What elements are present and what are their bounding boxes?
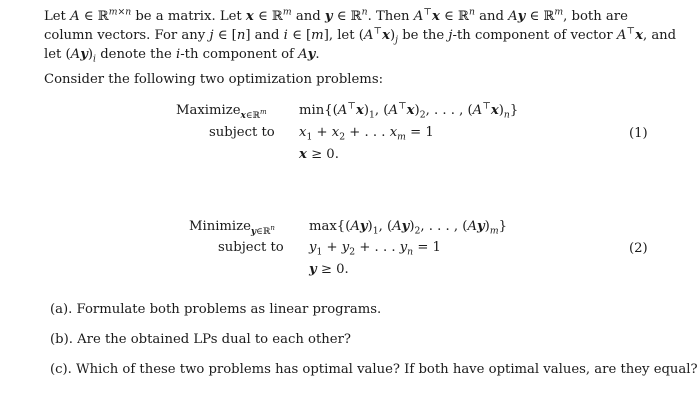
intro-line-3: let $(Ay)_i$ denote the i-th component of Ay. (44, 47, 320, 65)
problem2-constraint-1: $y_1 + y_2$ + . . . $y_n = 1$ (309, 240, 441, 258)
problem1-constraint-1: $x_1 + x_2$ + . . . $x_m = 1$ (299, 125, 434, 143)
consider-text: Consider the following two optimization problems: (44, 72, 384, 87)
problem1-subject-to: subject to (209, 125, 275, 140)
problem2-objective: $\max\{(Ay)_1$, $(Ay)_2$, . . . , $(Ay)_m$} (309, 219, 507, 237)
problem2-subject-to: subject to (218, 240, 284, 255)
problem2-constraint-2: y ≥ 0. (309, 262, 349, 277)
problem1-objective-label: Maximize$_{x\in ℝ^m}$ (176, 103, 267, 121)
question-a: (a). Formulate both problems as linear programs. (50, 302, 382, 317)
problem2-objective-label: Minimize$_{y\in ℝ^n}$ (189, 219, 275, 237)
problem1-objective: $\min\{(A^⊤x)_1$, $(A^⊤x)_2$, . . . , $(A^⊤x)_n$} (299, 100, 519, 121)
question-c: (c). Which of these two problems has optimal value? If both have optimal values, are they equal? (50, 362, 698, 377)
intro-line-1: Let A ∈ ℝ$^{m\times n}$ be a matrix. Let x ∈ ℝ$^m$ and y ∈ ℝ$^n$. Then A⊤x ∈ ℝ$^n$ and Ay ∈ ℝ$^m$, both are (44, 6, 628, 24)
equation-number-2: (2) (629, 241, 648, 256)
question-b: (b). Are the obtained LPs dual to each other? (50, 332, 351, 347)
problem1-constraint-2: x ≥ 0. (299, 147, 339, 162)
equation-number-1: (1) (629, 126, 648, 141)
intro-line-2: column vectors. For any j ∈ [n] and i ∈ [m], let $(A^⊤x)_j$ be the j-th component of vector A⊤x, and (44, 25, 677, 46)
